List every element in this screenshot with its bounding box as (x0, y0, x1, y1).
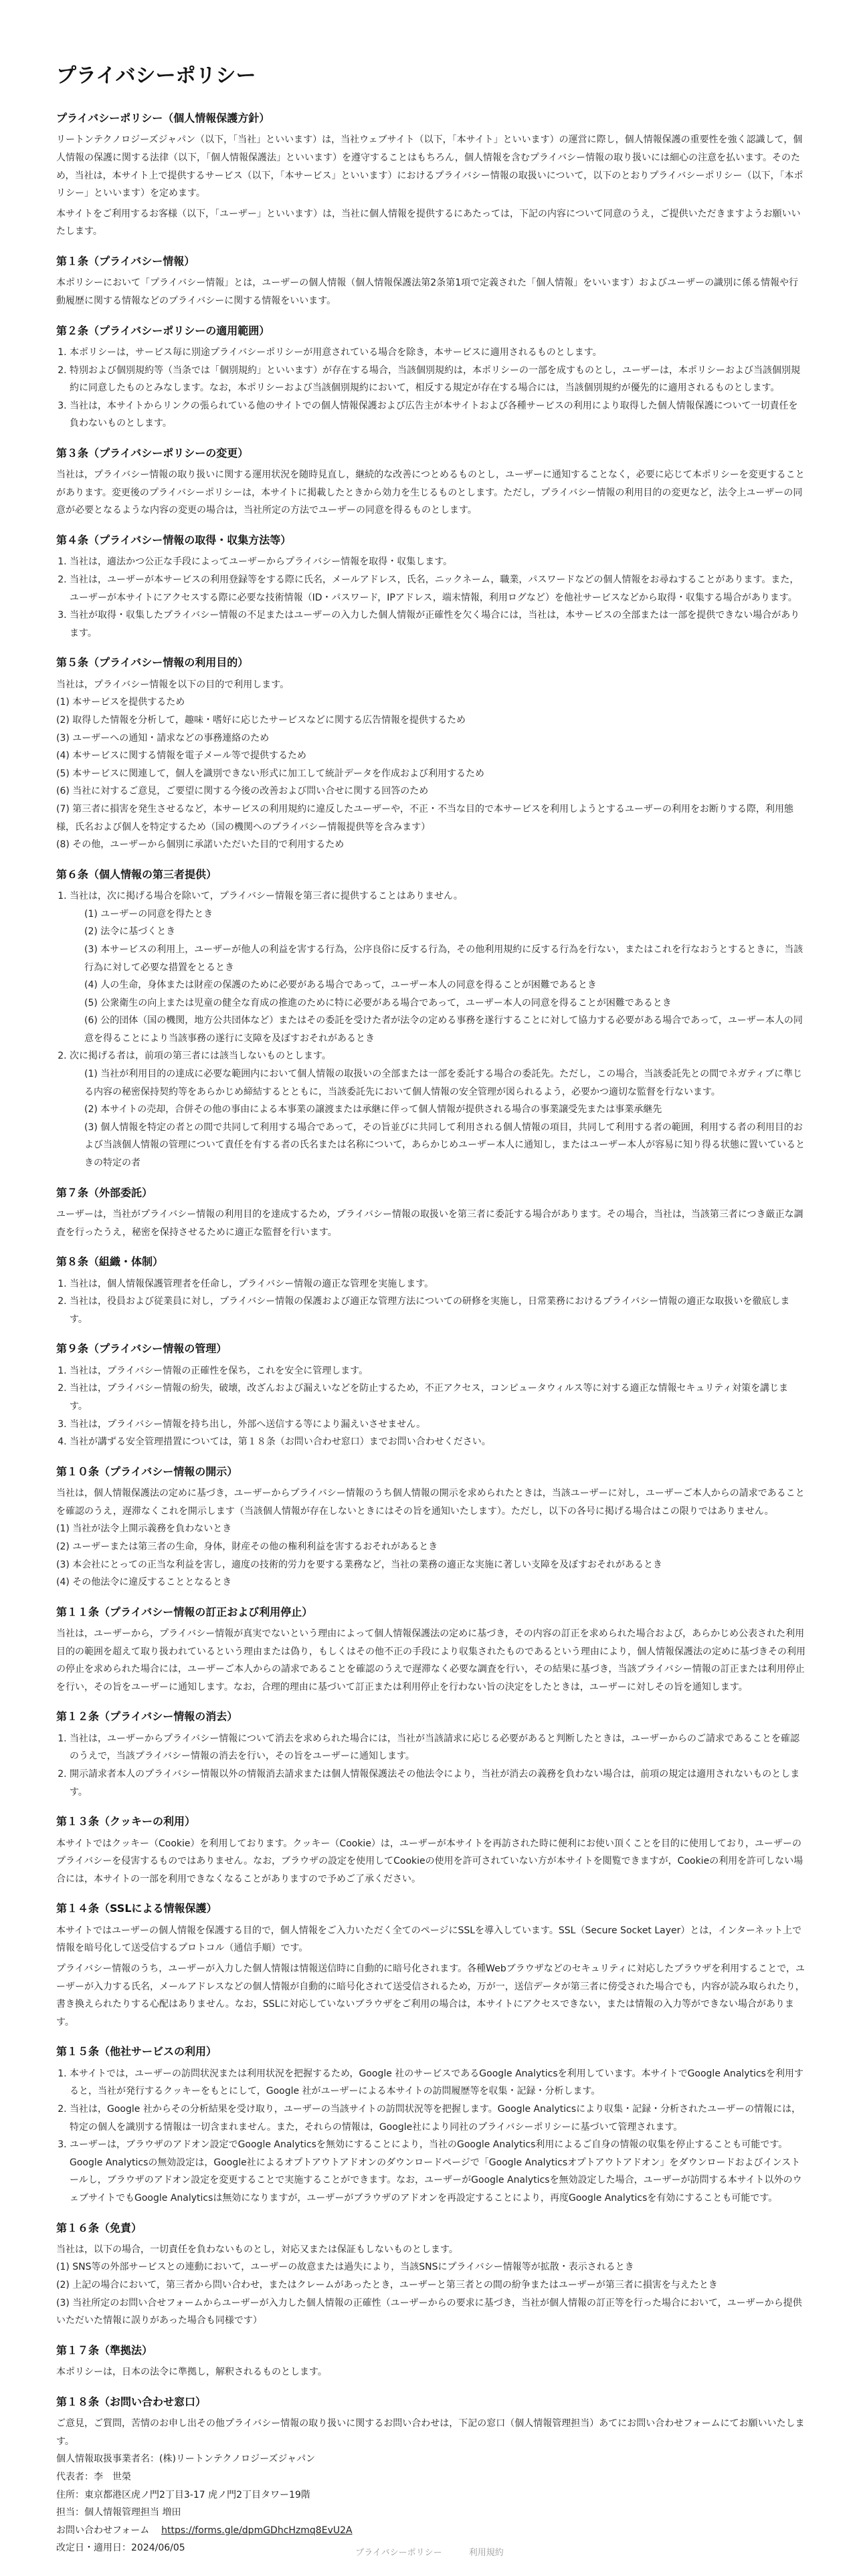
list-item: 2. 当社は，ユーザーが本サービスの利用登録等をする際に氏名，メールアドレス，氏名，ニックネーム，職業，パスワードなどの個人情報をお尋ねすることがあります。また，ユーザーが本サイトにアクセスする際に必要な技術情報（ID・パスワード，IPアドレス，端末情報，利用ログなど）を他社サービスなどから取得・収集する場合があります。 (70, 571, 805, 607)
paragraph: プライバシー情報のうち，ユーザーが入力した個人情報は情報送信時に自動的に暗号化されます。各種Webブラウザなどのセキュリティに対応したブラウザを利用することで，ユーザーが入力する氏名，メールアドレスなどの個人情報が自動的に暗号化されて送受信されるため，万が一，送信データが第三者に傍受された場合でも，内容が読み取られたり，書き換えられたりする心配はありません。なお，SSLに対応していないブラウザをご利用の場合は，本サイトにアクセスできない，または情報の入力等ができない場合があります。 (56, 1963, 805, 2028)
section-heading: プライバシーポリシー（個人情報保護方針） (56, 112, 270, 124)
section-3 (56, 446, 805, 520)
company-name: 個人情報取扱事業者名：(株)リートンテクノロジーズジャパン (56, 2454, 316, 2465)
contact-form-link[interactable]: https://forms.gle/dpmGDhcHzmq8EvU2A (161, 2525, 353, 2536)
numbered-list (56, 1730, 805, 1801)
list-item: 1. 本ポリシーは，サービス毎に別途プライバシーポリシーが用意されている場合を除き，本サービスに適用されるものとします。 (70, 344, 805, 362)
sub-list-item: (4) 人の生命，身体または財産の保護のために必要がある場合であって，ユーザー本人の同意を得ることが困難であるとき (84, 980, 597, 991)
section-heading: 第７条（外部委託） (56, 1186, 153, 1199)
list-item (70, 887, 805, 1047)
sub-list-item: (1) ユーザーの同意を得たとき (84, 908, 213, 920)
list-item: 3. 当社は，プライバシー情報を持ち出し，外部へ送信する等により漏えいさせません。 (70, 1416, 805, 1434)
section-heading: 第１２条（プライバシー情報の消去） (56, 1710, 238, 1723)
sub-list-item: (2) 法令に基づくとき (84, 926, 176, 938)
list-item: (7) 第三者に損害を発生させるなど，本サービスの利用規約に違反したユーザーや，不正・不当な目的で本サービスを利用しようとするユーザーの利用をお断りする際，利用態様，氏名および個人を特定するため（国の機関へのプライバシー情報提供等を含みます） (56, 803, 793, 833)
sub-list-item: (5) 公衆衛生の向上または児童の健全な育成の推進のために特に必要がある場合であって，ユーザー本人の同意を得ることが困難であるとき (84, 997, 672, 1008)
sub-list (70, 905, 805, 1048)
paragraph: リートンテクノロジーズジャパン（以下，「当社」といいます）は，当社ウェブサイト（以下，「本サイト」といいます）の運営に際し，個人情報保護の重要性を強く認識して，個人情報の保護に関する法律（以下，「個人情報保護法」といいます）を遵守することはもちろん，個人情報を含むプライバシー情報の取り扱いには細心の注意を払います。そのため，当社は，本サイト上で提供するサービス（以下，「本サービス」といいます）におけるプライバシー情報の取扱いについて，以下のとおりプライバシーポリシー（以下，「本ポリシー」といいます）を定めます。 (56, 134, 803, 199)
sub-list-item: (3) 本サービスの利用上，ユーザーが他人の利益を害する行為，公序良俗に反する行為，その他利用規約に反する行為を行ない，またはこれを行なおうとするときに，当該行為に対して必要な措置をとるとき (84, 944, 803, 973)
section-heading: 第４条（プライバシー情報の取得・収集方法等） (56, 534, 292, 547)
list-item: 1. 当社は，ユーザーからプライバシー情報について消去を求められた場合には，当社が当該請求に応じる必要があると判断したときは，ユーザーからのご請求であることを確認のうえで，当該プライバシー情報の消去を行い，その旨をユーザーに通知します。 (70, 1730, 805, 1765)
list-item: (1) SNS等の外部サービスとの連動において，ユーザーの故意または過失により，当該SNSにプライバシー情報等が拡散・表示されるとき (56, 2262, 634, 2273)
section-heading: 第１０条（プライバシー情報の開示） (56, 1465, 238, 1478)
list-item: (1) 本サービスを提供するため (56, 697, 185, 708)
list-item: 2. 当社は，役員および従業員に対し，プライバシー情報の保護および適正な管理方法についての研修を実施し，日常業務におけるプライバシー情報の適正な取扱いを徹底します。 (70, 1293, 805, 1328)
section-heading: 第１４条（SSLによる情報保護） (56, 1902, 217, 1915)
list-item: (5) 本サービスに関連して，個人を識別できない形式に加工して統計データを作成および利用するため (56, 768, 484, 779)
section-7 (56, 1186, 805, 1242)
list-item: 2. 特別および個別規約等（当条では「個別規約」といいます）が存在する場合，当該個別規約は，本ポリシーの一部を成すものとし，ユーザーは，本ポリシーおよび当該個別規約に同意したものとみなします。なお，本ポリシーおよび当該個別規約において，相反する規定が存在する場合には，当該個別規約が優先的に適用されるものとします。 (70, 362, 805, 397)
contact-form-label: お問い合わせフォーム (56, 2525, 150, 2536)
page-title: プライバシーポリシー (56, 64, 256, 88)
sub-list (70, 1065, 805, 1172)
paragraph: 本サイトではユーザーの個人情報を保護する目的で，個人情報をご入力いただく全てのページにSSLを導入しています。SSL（Secure Socket Layer）とは，インターネット上で情報を暗号化して送受信するプロトコル（通信手順）です。 (56, 1925, 802, 1954)
list-item: (2) ユーザーまたは第三者の生命，身体，財産その他の権利利益を害するおそれがあるとき (56, 1541, 438, 1552)
section-heading: 第１１条（プライバシー情報の訂正および利用停止） (56, 1605, 313, 1618)
paragraph: 本サイトではクッキー（Cookie）を利用しております。クッキー（Cookie）は，ユーザーが本サイトを再訪された時に便利にお使い頂くことを目的に使用しており，ユーザーのプライバシーを侵害するものではありません。なお，ブラウザの設定を使用してCookieの使用を許可されていない方が本サイトを閲覧できますが，Cookieの利用を許可しない場合には，本サイトの一部を利用できなくなることがありますので予めご了承ください。 (56, 1838, 803, 1885)
footer (0, 2545, 859, 2558)
section-16 (56, 2221, 805, 2330)
list-item: (4) 本サービスに関する情報を電子メール等で提供するため (56, 750, 306, 762)
numbered-list (56, 344, 805, 433)
section-2 (56, 324, 805, 433)
list-item: (3) 当社所定のお問い合せフォームからユーザーが入力した個人情報の正確性（ユーザーからの要求に基づき，当社が個人情報の訂正等を行った場合において，ユーザーから提供いただいた情報に誤りがあった場合も同様です） (56, 2297, 802, 2327)
section-heading: 第９条（プライバシー情報の管理） (56, 1342, 227, 1356)
list-item: 2. 当社は，プライバシー情報の紛失，破壊，改ざんおよび漏えいなどを防止するため，不正アクセス，コンピュータウィルス等に対する適正な情報セキュリティ対策を講じます。 (70, 1380, 805, 1415)
section-11 (56, 1605, 805, 1697)
paragraph: 当社は，ユーザーから，プライバシー情報が真実でないという理由によって個人情報保護法の定めに基づき，その内容の訂正を求められた場合および，あらかじめ公表された利用目的の範囲を超えて取り扱われているという理由または偽り，もしくはその他不正の手段により収集されたものであるという理由により，個人情報保護法の定めに基づきその利用の停止を求められた場合には，ユーザーご本人からの請求であることを確認のうえで遅滞なく必要な調査を行い，その結果に基づき，当該プライバシー情報の訂正または利用停止を行い，その旨をユーザーに通知します。なお，合理的理由に基づいて訂正または利用停止を行わない旨の決定をしたときは，ユーザーに対しその旨を通知します。 (56, 1628, 805, 1693)
list-item: 1. 当社は，個人情報保護管理者を任命し，プライバシー情報の適正な管理を実施します。 (70, 1275, 805, 1293)
revised-date: 改定日・適用日：2024/06/05 (56, 2543, 185, 2554)
section-heading: 第５条（プライバシー情報の利用目的） (56, 656, 249, 669)
section-8 (56, 1255, 805, 1328)
sub-list-item: (3) 個人情報を特定の者との間で共同して利用する場合であって，その旨並びに共同して利用される個人情報の項目，共同して利用する者の範囲，利用する者の利用目的および当該個人情報の管理について責任を有する者の氏名または名称について，あらかじめユーザー本人に通知し，またはユーザー本人が容易に知り得る状態に置いているときの特定の者 (84, 1121, 805, 1169)
footer-terms-link[interactable]: 利用規約 (468, 2548, 504, 2558)
section-18 (56, 2395, 805, 2557)
paragraph: ユーザーは，当社がプライバシー情報の利用目的を達成するため，プライバシー情報の取扱いを第三者に委託する場合があります。その場合，当社は，当該第三者につき厳正な調査を行ったうえ，秘密を保持させるために適正な監督を行います。 (56, 1209, 803, 1238)
paragraph: 本サイトをご利用するお客様（以下，「ユーザー」といいます）は，当社に個人情報を提供するにあたっては，下記の内容について同意のうえ，ご提供いただきますようお願いいたします。 (56, 208, 801, 237)
sub-list-item: (1) 当社が利用目的の達成に必要な範囲内において個人情報の取扱いの全部または一部を委託する場合の委託先。ただし，この場合，当該委託先との間でネガティブに準じる内容の秘密保持契約等をあらかじめ締結するとともに，当該委託先において個人情報の安全管理が図られるよう，必要かつ適切な監督を行ないます。 (84, 1069, 803, 1097)
section-heading: 第３条（プライバシーポリシーの変更） (56, 446, 249, 459)
list-item: (2) 上記の場合において，第三者から問い合わせ，またはクレームがあったとき，ユーザーと第三者との間の紛争またはユーザーが第三者に損害を与えたとき (56, 2280, 718, 2291)
paragraph: 当社は，プライバシー情報の取り扱いに関する運用状況を随時見直し，継続的な改善につとめるものとし，ユーザーに通知することなく，必要に応じて本ポリシーを変更することがあります。変更後のプライバシーポリシーは，本サイトに掲載したときから効力を生じるものとします。ただし，プライバシー情報の利用目的の変更など，法令上ユーザーの同意が必要となるような内容の変更の場合は，当社所定の方法でユーザーの同意を得るものとします。 (56, 469, 805, 516)
paragraph: 本ポリシーは，日本の法令に準拠し，解釈されるものとします。 (56, 2367, 327, 2378)
disclosure-list (56, 1485, 805, 1592)
section-5 (56, 655, 805, 853)
list-item-text: 次に掲げる者は，前項の第三者には該当しないものとします。 (70, 1051, 331, 1062)
list-item: 2. 当社は，Google 社からその分析結果を受け取り，ユーザーの当該サイトの訪問状況等を把握します。Google Analyticsにより収集・記録・分析されたユーザーの情報には，特定の個人を識別する情報は一切含まれません。また，それらの情報は，Google社により同社のプライバシーポリシーに基づいて管理されます。 (70, 2101, 805, 2136)
list-item: (2) 取得した情報を分析して，趣味・嗜好に応じたサービスなどに関する広告情報を提供するため (56, 715, 466, 726)
list-item: 1. 当社は，プライバシー情報の正確性を保ち，これを安全に管理します。 (70, 1362, 805, 1380)
section-13 (56, 1814, 805, 1888)
paragraph: ご意見，ご質問，苦情のお申し出その他プライバシー情報の取り扱いに関するお問い合わせは，下記の窓口（個人情報管理担当）あてにお問い合わせフォームにてお願いいたします。 (56, 2418, 805, 2447)
section-15 (56, 2044, 805, 2207)
list-item: (3) ユーザーへの通知・請求などの事務連絡のため (56, 732, 270, 744)
section-heading: 第１６条（免責） (56, 2221, 142, 2234)
numbered-list (56, 2065, 805, 2208)
footer-privacy-link[interactable]: プライバシーポリシー (355, 2548, 442, 2558)
numbered-list (56, 887, 805, 1172)
list-item: 2. 開示請求者本人のプライバシー情報以外の情報消去請求または個人情報保護法その他法令により，当社が消去の義務を負わない場合は，前項の規定は適用されないものとします。 (70, 1765, 805, 1801)
list-item: 3. 当社は，本サイトからリンクの張られている他のサイトでの個人情報保護および広告主が本サイトおよび各種サービスの利用により取得した個人情報保護について一切責任を負わないものとします。 (70, 397, 805, 433)
paragraph: 当社は，以下の場合，一切責任を負わないものとし，対応又または保証もしないものとします。 (56, 2244, 458, 2255)
sub-list-item: (6) 公的団体（国の機関，地方公共団体など）またはその委託を受けた者が法令の定める事務を遂行することに対して協力する必要がある場合であって，ユーザー本人の同意を得ることにより当該事務の遂行に支障を及ぼすおそれがあるとき (84, 1015, 803, 1044)
list-item: 1. 当社は，適法かつ公正な手段によってユーザーからプライバシー情報を取得・収集します。 (70, 553, 805, 571)
section-heading: 第１３条（クッキーの利用） (56, 1815, 196, 1828)
section-heading: 第８条（組織・体制） (56, 1255, 164, 1269)
section-17 (56, 2343, 805, 2381)
disclaimer-list (56, 2241, 805, 2330)
section-heading: 第１７条（準拠法） (56, 2343, 153, 2357)
contact-block (56, 2415, 805, 2557)
address: 住所：東京都港区虎ノ門2丁目3-17 虎ノ門2丁目タワー19階 (56, 2489, 310, 2500)
list-item: 3. ユーザーは，ブラウザのアドオン設定でGoogle Analyticsを無効にすることにより，当社のGoogle Analytics利用によるご自身の情報の収集を停止することも可能です。Google Analyticsの無効設定は，Google社によるオプトアウトアドオンのダウンロードページで「Google Analyticsオプトアウトアドオン」をダウンロードおよびインストールし，ブラウザのアドオン設定を変更することで実施することができます。なお，ユーザーがGoogle Analyticsを無効設定した場合，ユーザーが訪問する本サイト以外のウェブサイトでもGoogle Analyticsは無効になりますが，ユーザーがブラウザのアドオンを再設定することにより，再度Google Analyticsを有効にすることも可能です。 (70, 2136, 805, 2207)
paragraph: 本ポリシーにおいて「プライバシー情報」とは，ユーザーの個人情報（個人情報保護法第2条第1項で定義された「個人情報」をいいます）およびユーザーの識別に係る情報や行動履歴に関する情報などのプライバシーに関する情報をいいます。 (56, 278, 799, 306)
contact-person: 担当：個人情報管理担当 増田 (56, 2507, 181, 2518)
section-intro (56, 111, 805, 241)
numbered-list (56, 553, 805, 642)
list-item: (8) その他，ユーザーから個別に承諾いただいた目的で利用するため (56, 839, 345, 851)
section-heading: 第１５条（他社サービスの利用） (56, 2045, 217, 2058)
section-heading: 第１８条（お問い合わせ窓口） (56, 2395, 207, 2408)
list-item: (6) 当社に対するご意見，ご要望に関する今後の改善および問い合せに関する回答のため (56, 786, 429, 797)
list-item: 3. 当社が取得・収集したプライバシー情報の不足またはユーザーの入力した個人情報が正確性を欠く場合には，当社は，本サービスの全部または一部を提供できない場合があります。 (70, 607, 805, 642)
section-10 (56, 1465, 805, 1592)
numbered-list (56, 1362, 805, 1451)
paragraph: 当社は，個人情報保護法の定めに基づき，ユーザーからプライバシー情報のうち個人情報の開示を求められたときは，当該ユーザーに対し，ユーザーご本人からの請求であることを確認のうえ，遅滞なくこれを開示します（当該個人情報が存在しないときにはその旨を通知いたします）。ただし，以下の各号に掲げる場合はこの限りではありません。 (56, 1488, 805, 1517)
section-6 (56, 867, 805, 1172)
section-1 (56, 254, 805, 310)
section-14 (56, 1901, 805, 2031)
list-item: 1. 本サイトでは，ユーザーの訪問状況または利用状況を把握するため，Google 社のサービスであるGoogle Analyticsを利用しています。本サイトでGoogle Analyticsを利用すると，当社が発行するクッキーをもとにして，Google 社がユーザーによる本サイトの訪問履歴等を収集・記録・分析します。 (70, 2065, 805, 2101)
section-9 (56, 1341, 805, 1451)
section-heading: 第６条（個人情報の第三者提供） (56, 867, 217, 881)
representative: 代表者：李 世榮 (56, 2472, 131, 2483)
list-item-text: 当社は，次に掲げる場合を除いて，プライバシー情報を第三者に提供することはありません。 (70, 891, 463, 902)
numbered-list (56, 1275, 805, 1329)
contact-form-row (56, 2522, 805, 2540)
list-item (70, 1047, 805, 1172)
list-item: (1) 当社が法令上開示義務を負わないとき (56, 1523, 232, 1535)
section-4 (56, 533, 805, 642)
list-item: (4) その他法令に違反することとなるとき (56, 1577, 232, 1588)
section-heading: 第２条（プライバシーポリシーの適用範囲） (56, 324, 270, 337)
section-heading: 第１条（プライバシー情報） (56, 254, 195, 267)
list-item: 4. 当社が講ずる安全管理措置については，第１８条（お問い合わせ窓口）までお問い合わせください。 (70, 1433, 805, 1451)
paragraph: 当社は，プライバシー情報を以下の目的で利用します。 (56, 679, 290, 690)
section-12 (56, 1709, 805, 1801)
sub-list-item: (2) 本サイトの売却，合併その他の事由による本事業の譲渡または承継に伴って個人情報が提供される場合の事業譲受先または事業承継先 (84, 1104, 662, 1115)
purpose-list (56, 676, 805, 854)
policy-document (56, 64, 805, 2557)
list-item: (3) 本会社にとっての正当な利益を害し，適度の技術的労力を要する業務など，当社の業務の適正な実施に著しい支障を及ぼすおそれがあるとき (56, 1559, 662, 1570)
